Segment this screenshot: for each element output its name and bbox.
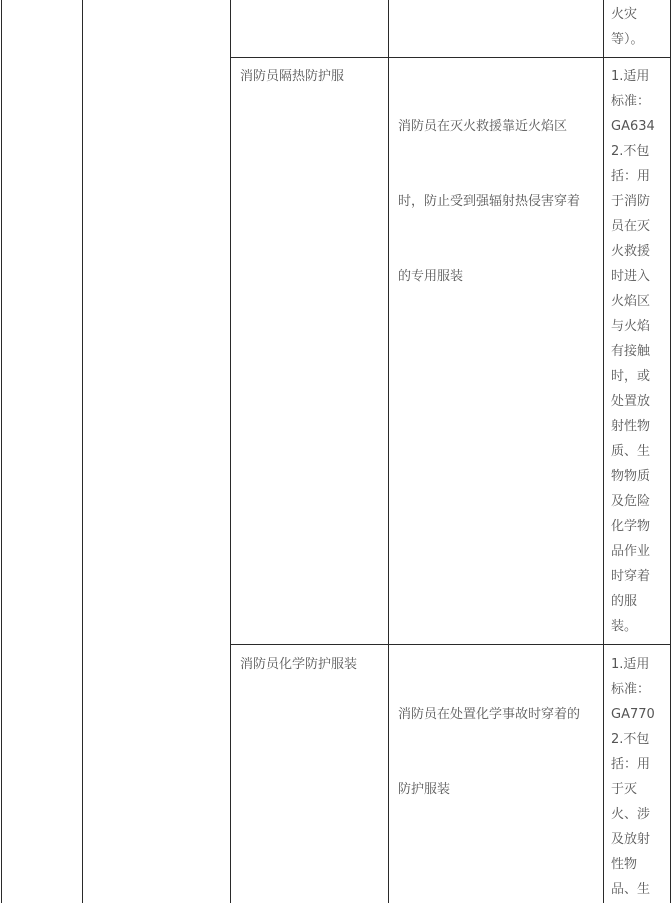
- table-column-divider-4: [603, 0, 604, 903]
- notes-line: 2.不包: [611, 144, 650, 159]
- description-line: 消防员在灭火救援靠近火焰区: [398, 119, 568, 134]
- row-notes: [611, 64, 669, 639]
- notes-line: 于灭: [611, 782, 638, 797]
- row-notes: [611, 2, 669, 52]
- notes-line: 有接触: [611, 344, 651, 359]
- row-name: 消防员隔热防护服: [240, 69, 345, 84]
- description-line: 的专用服装: [398, 269, 464, 284]
- notes-line: 与火焰: [611, 319, 651, 334]
- notes-line: GA770: [611, 707, 655, 722]
- notes-line: 1.适用: [611, 657, 650, 672]
- notes-line: 标准：: [611, 94, 651, 109]
- description-line: 消防员在处置化学事故时穿着的: [398, 707, 581, 722]
- notes-line: 处置放: [611, 394, 651, 409]
- notes-line: 时，或: [611, 369, 651, 384]
- notes-line: 品、生: [611, 882, 651, 897]
- notes-line: 化学物: [611, 519, 651, 534]
- table-border-left: [1, 0, 2, 903]
- notes-line: 2.不包: [611, 732, 650, 747]
- notes-line: 火灾: [611, 7, 638, 22]
- table-border-right: [670, 0, 671, 903]
- notes-line: 装。: [611, 619, 638, 634]
- notes-line: 括：用: [611, 169, 651, 184]
- notes-line: 射性物: [611, 419, 651, 434]
- notes-line: 火焰区: [611, 294, 651, 309]
- row-description: [398, 652, 580, 852]
- notes-line: 标准：: [611, 682, 651, 697]
- notes-line: 质、生: [611, 444, 651, 459]
- table-column-divider-3: [388, 0, 389, 903]
- notes-line: 时进入: [611, 269, 651, 284]
- notes-line: 时穿着: [611, 569, 651, 584]
- row-description: [398, 64, 580, 339]
- notes-line: 品作业: [611, 544, 651, 559]
- notes-line: 等）。: [611, 32, 644, 47]
- table-row-divider-1: [230, 57, 671, 58]
- notes-line: 及放射: [611, 832, 651, 847]
- row-notes: [611, 652, 669, 902]
- notes-line: 括：用: [611, 757, 651, 772]
- notes-line: GA634: [611, 119, 655, 134]
- notes-line: 火、涉: [611, 807, 651, 822]
- table-column-divider-1: [82, 0, 83, 903]
- row-name: 消防员化学防护服装: [240, 657, 358, 672]
- description-line: 防护服装: [398, 782, 451, 797]
- notes-line: 火救援: [611, 244, 651, 259]
- notes-line: 1.适用: [611, 69, 650, 84]
- notes-line: 及危险: [611, 494, 651, 509]
- notes-line: 的服: [611, 594, 638, 609]
- table-row-divider-2: [230, 644, 671, 645]
- notes-line: 物物质: [611, 469, 651, 484]
- table-column-divider-2: [230, 0, 231, 903]
- notes-line: 性物: [611, 857, 638, 872]
- notes-line: 员在灭: [611, 219, 651, 234]
- description-line: 时，防止受到强辐射热侵害穿着: [398, 194, 581, 209]
- notes-line: 于消防: [611, 194, 651, 209]
